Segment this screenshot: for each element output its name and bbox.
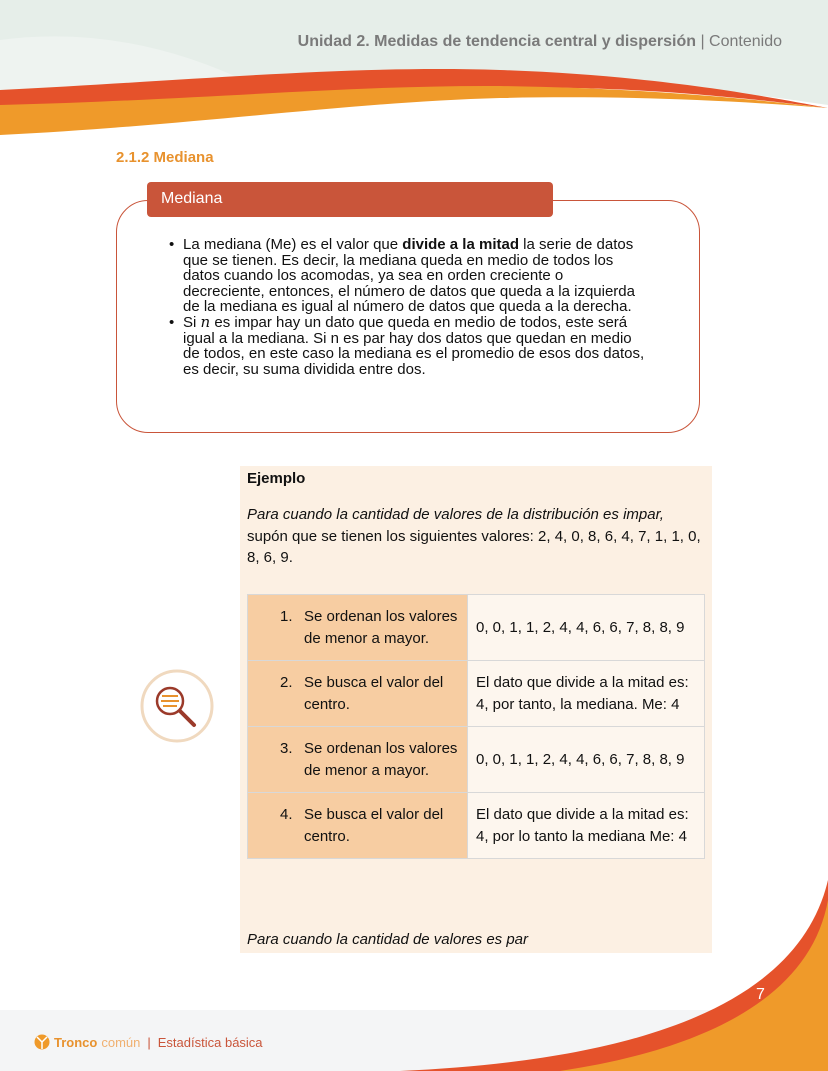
section-title: 2.1.2 Mediana [116,149,214,166]
example-title: Ejemplo [247,470,306,487]
steps-table [247,594,705,859]
table-row: 1. Se ordenan los valores de menor a mayor. 0, 0, 1, 1, 2, 4, 4, 6, 6, 7, 8, 8, 9 [248,595,705,661]
even-case-text: Para cuando la cantidad de valores es par [247,931,529,948]
footer-brand: Tronco común | Estadística básica [34,1034,263,1050]
header-title: Unidad 2. Medidas de tendencia central y dispersión | Contenido [297,33,782,50]
example-intro: Para cuando la cantidad de valores de la distribución es impar, supón que se tienen los siguientes valores: 2, 4, 0, 8, 6, 4, 7, 1, 1, 0, 8, 6, 9. [247,506,701,566]
tree-logo-icon [34,1034,50,1050]
table-row: 4. Se busca el valor del centro. El dato que divide a la mitad es: 4, por lo tanto la mediana Me: 4 [248,793,705,859]
definition-label: Mediana [147,182,553,217]
bullet-item: • Si n es impar hay un dato que queda en medio de todos, este será igual a la mediana. Si n es par hay dos datos que quedan en medio de todos, en este caso la mediana es el promedio de esos dos datos, es decir, su suma dividida entre dos. [169,315,649,377]
header-banner [0,0,828,140]
magnifier-icon [140,668,214,744]
table-row: 2. Se busca el valor del centro. El dato que divide a la mitad es: 4, por tanto, la mediana. Me: 4 [248,661,705,727]
table-row: 3. Se ordenan los valores de menor a mayor. 0, 0, 1, 1, 2, 4, 4, 6, 6, 7, 8, 8, 9 [248,727,705,793]
page-number: 7 [756,986,765,1003]
bullet-item: • La mediana (Me) es el valor que divide a la mitad la serie de datos que se tienen. Es decir, la mediana queda en medio de todos los datos cuando los acomodas, ya sea en orden creciente o decreciente, entonces, el número de datos que queda a la izquierda de la mediana es igual al número de datos que queda a la derecha. [169,237,649,315]
definition-box [116,200,700,433]
